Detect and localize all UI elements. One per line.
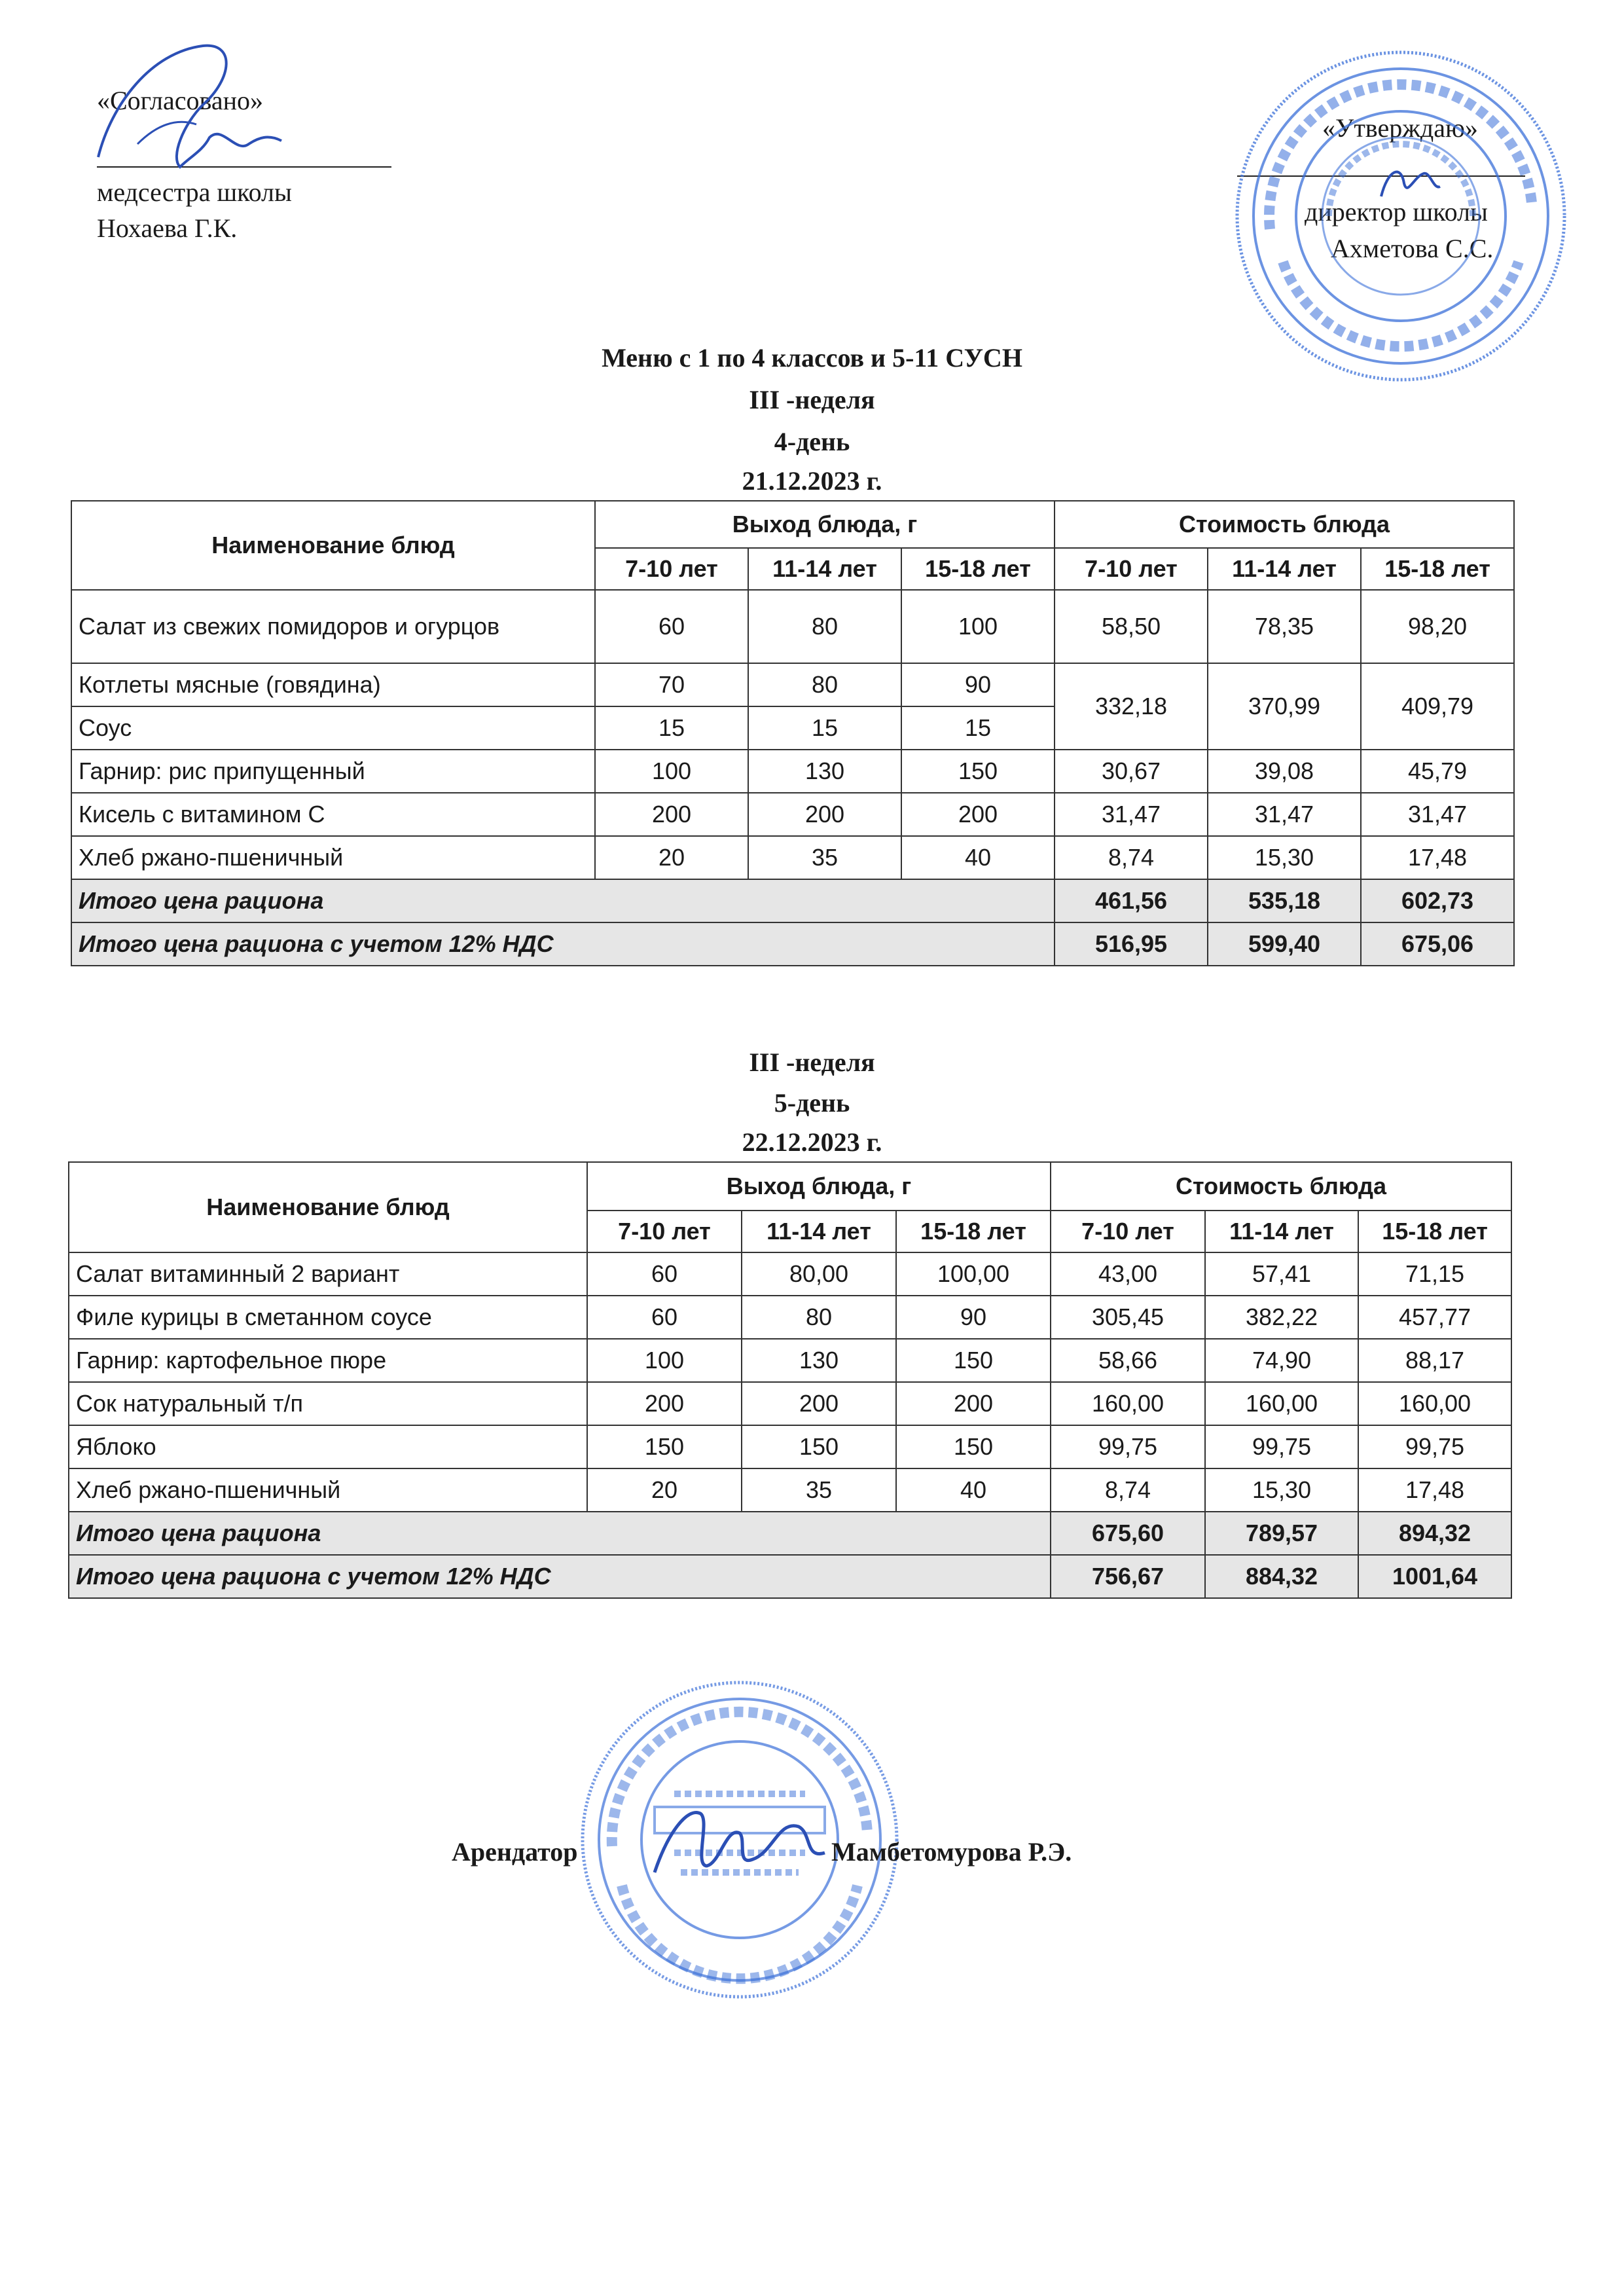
col-cost-header: Стоимость блюда <box>1051 1162 1511 1211</box>
yield-cell: 200 <box>901 793 1055 836</box>
yield-cell: 80 <box>748 663 901 706</box>
table-row <box>71 663 1514 706</box>
yield-cell: 150 <box>896 1425 1051 1468</box>
total-cell: 602,73 <box>1361 879 1514 922</box>
day1-week: III -неделя <box>749 385 875 414</box>
age-header: 15-18 лет <box>901 548 1055 590</box>
day1-day: 4-день <box>774 427 850 456</box>
dish-name: Салат витаминный 2 вариант <box>69 1252 587 1296</box>
cost-cell: 30,67 <box>1055 750 1208 793</box>
yield-cell: 90 <box>896 1296 1051 1339</box>
col-cost-header: Стоимость блюда <box>1055 501 1514 548</box>
age-header: 7-10 лет <box>1055 548 1208 590</box>
col-dish-header: Наименование блюд <box>71 501 595 590</box>
yield-cell: 200 <box>742 1382 896 1425</box>
cost-cell: 57,41 <box>1205 1252 1358 1296</box>
yield-cell: 15 <box>901 706 1055 750</box>
approval-right-role: директор школы <box>1305 197 1488 227</box>
table-row <box>69 1382 1511 1425</box>
yield-cell: 60 <box>595 590 748 663</box>
day1-date: 21.12.2023 г. <box>742 466 882 496</box>
dish-name: Соус <box>71 706 595 750</box>
table-row <box>71 590 1514 663</box>
dish-name: Хлеб ржано-пшеничный <box>71 836 595 879</box>
cost-cell: 382,22 <box>1205 1296 1358 1339</box>
dish-name: Кисель с витамином С <box>71 793 595 836</box>
cost-cell: 332,18 <box>1055 663 1208 750</box>
yield-cell: 40 <box>896 1468 1051 1512</box>
cost-cell: 457,77 <box>1358 1296 1511 1339</box>
cost-cell: 58,66 <box>1051 1339 1205 1382</box>
total-cell: 789,57 <box>1205 1512 1358 1555</box>
age-header: 7-10 лет <box>1051 1211 1205 1252</box>
yield-cell: 35 <box>748 836 901 879</box>
table-row <box>71 793 1514 836</box>
age-header: 11-14 лет <box>1208 548 1361 590</box>
cost-cell: 71,15 <box>1358 1252 1511 1296</box>
yield-cell: 100,00 <box>896 1252 1051 1296</box>
total-label: Итого цена рациона <box>69 1512 1051 1555</box>
total-vat-cell: 1001,64 <box>1358 1555 1511 1598</box>
yield-cell: 130 <box>742 1339 896 1382</box>
total-vat-cell: 884,32 <box>1205 1555 1358 1598</box>
col-dish-header: Наименование блюд <box>69 1162 587 1252</box>
dish-name: Яблоко <box>69 1425 587 1468</box>
cost-cell: 45,79 <box>1361 750 1514 793</box>
table-row <box>69 1468 1511 1512</box>
cost-cell: 305,45 <box>1051 1296 1205 1339</box>
cost-cell: 99,75 <box>1358 1425 1511 1468</box>
yield-cell: 80,00 <box>742 1252 896 1296</box>
total-vat-label: Итого цена рациона с учетом 12% НДС <box>71 922 1055 966</box>
yield-cell: 80 <box>748 590 901 663</box>
dish-name: Гарнир: картофельное пюре <box>69 1339 587 1382</box>
total-row <box>69 1512 1511 1555</box>
yield-cell: 100 <box>587 1339 742 1382</box>
age-header: 15-18 лет <box>1358 1211 1511 1252</box>
cost-cell: 31,47 <box>1055 793 1208 836</box>
cost-cell: 58,50 <box>1055 590 1208 663</box>
total-cell: 535,18 <box>1208 879 1361 922</box>
menu-title: Меню с 1 по 4 классов и 5-11 СУСН <box>602 343 1022 373</box>
cost-cell: 409,79 <box>1361 663 1514 750</box>
dish-name: Филе курицы в сметанном соусе <box>69 1296 587 1339</box>
yield-cell: 100 <box>595 750 748 793</box>
yield-cell: 70 <box>595 663 748 706</box>
yield-cell: 200 <box>587 1382 742 1425</box>
day2-day: 5-день <box>774 1088 850 1118</box>
cost-cell: 15,30 <box>1205 1468 1358 1512</box>
total-vat-label: Итого цена рациона с учетом 12% НДС <box>69 1555 1051 1598</box>
age-header: 11-14 лет <box>1205 1211 1358 1252</box>
table-row <box>71 750 1514 793</box>
cost-cell: 99,75 <box>1205 1425 1358 1468</box>
cost-cell: 31,47 <box>1361 793 1514 836</box>
approval-right-line <box>1237 175 1525 177</box>
table-row <box>69 1252 1511 1296</box>
cost-cell: 8,74 <box>1055 836 1208 879</box>
col-yield-header: Выход блюда, г <box>587 1162 1051 1211</box>
yield-cell: 100 <box>901 590 1055 663</box>
yield-cell: 90 <box>901 663 1055 706</box>
day1-menu-table <box>71 500 1515 966</box>
yield-cell: 200 <box>896 1382 1051 1425</box>
table-row <box>69 1339 1511 1382</box>
yield-cell: 130 <box>748 750 901 793</box>
total-label: Итого цена рациона <box>71 879 1055 922</box>
total-vat-cell: 756,67 <box>1051 1555 1205 1598</box>
yield-cell: 200 <box>748 793 901 836</box>
cost-cell: 98,20 <box>1361 590 1514 663</box>
day2-menu-table <box>68 1161 1512 1599</box>
cost-cell: 160,00 <box>1051 1382 1205 1425</box>
approval-left-line <box>97 166 391 168</box>
total-cell: 675,60 <box>1051 1512 1205 1555</box>
total-vat-row <box>71 922 1514 966</box>
cost-cell: 78,35 <box>1208 590 1361 663</box>
dish-name: Сок натуральный т/п <box>69 1382 587 1425</box>
yield-cell: 60 <box>587 1252 742 1296</box>
yield-cell: 15 <box>595 706 748 750</box>
yield-cell: 35 <box>742 1468 896 1512</box>
dish-name: Котлеты мясные (говядина) <box>71 663 595 706</box>
day2-date: 22.12.2023 г. <box>742 1127 882 1157</box>
cost-cell: 17,48 <box>1358 1468 1511 1512</box>
yield-cell: 80 <box>742 1296 896 1339</box>
age-header: 15-18 лет <box>896 1211 1051 1252</box>
col-yield-header: Выход блюда, г <box>595 501 1055 548</box>
total-vat-cell: 675,06 <box>1361 922 1514 966</box>
cost-cell: 43,00 <box>1051 1252 1205 1296</box>
cost-cell: 370,99 <box>1208 663 1361 750</box>
cost-cell: 17,48 <box>1361 836 1514 879</box>
yield-cell: 150 <box>901 750 1055 793</box>
dish-name: Гарнир: рис припущенный <box>71 750 595 793</box>
yield-cell: 150 <box>587 1425 742 1468</box>
yield-cell: 150 <box>896 1339 1051 1382</box>
cost-cell: 15,30 <box>1208 836 1361 879</box>
dish-name: Салат из свежих помидоров и огурцов <box>71 590 595 663</box>
yield-cell: 200 <box>595 793 748 836</box>
approval-left-label: «Согласовано» <box>97 86 264 115</box>
footer-role: Арендатор <box>452 1837 578 1867</box>
yield-cell: 15 <box>748 706 901 750</box>
yield-cell: 40 <box>901 836 1055 879</box>
total-vat-cell: 599,40 <box>1208 922 1361 966</box>
yield-cell: 150 <box>742 1425 896 1468</box>
table-row <box>71 836 1514 879</box>
total-row <box>71 879 1514 922</box>
approval-left-name: Нохаева Г.К. <box>97 213 238 243</box>
tenant-signature-image <box>648 1794 831 1886</box>
day2-week: III -неделя <box>749 1048 875 1077</box>
approval-right-name: Ахметова С.С. <box>1331 234 1494 263</box>
footer-name: Мамбетомурова Р.Э. <box>831 1837 1072 1867</box>
cost-cell: 88,17 <box>1358 1339 1511 1382</box>
age-header: 11-14 лет <box>742 1211 896 1252</box>
age-header: 11-14 лет <box>748 548 901 590</box>
yield-cell: 60 <box>587 1296 742 1339</box>
total-cell: 894,32 <box>1358 1512 1511 1555</box>
cost-cell: 39,08 <box>1208 750 1361 793</box>
cost-cell: 74,90 <box>1205 1339 1358 1382</box>
approval-right-label: «Утверждаю» <box>1322 113 1478 143</box>
total-vat-cell: 516,95 <box>1055 922 1208 966</box>
cost-cell: 8,74 <box>1051 1468 1205 1512</box>
age-header: 15-18 лет <box>1361 548 1514 590</box>
yield-cell: 20 <box>587 1468 742 1512</box>
cost-cell: 99,75 <box>1051 1425 1205 1468</box>
cost-cell: 160,00 <box>1358 1382 1511 1425</box>
age-header: 7-10 лет <box>587 1211 742 1252</box>
table-row <box>69 1296 1511 1339</box>
yield-cell: 20 <box>595 836 748 879</box>
approval-left-role: медсестра школы <box>97 177 292 207</box>
dish-name: Хлеб ржано-пшеничный <box>69 1468 587 1512</box>
total-cell: 461,56 <box>1055 879 1208 922</box>
table-row <box>69 1425 1511 1468</box>
total-vat-row <box>69 1555 1511 1598</box>
age-header: 7-10 лет <box>595 548 748 590</box>
cost-cell: 31,47 <box>1208 793 1361 836</box>
cost-cell: 160,00 <box>1205 1382 1358 1425</box>
